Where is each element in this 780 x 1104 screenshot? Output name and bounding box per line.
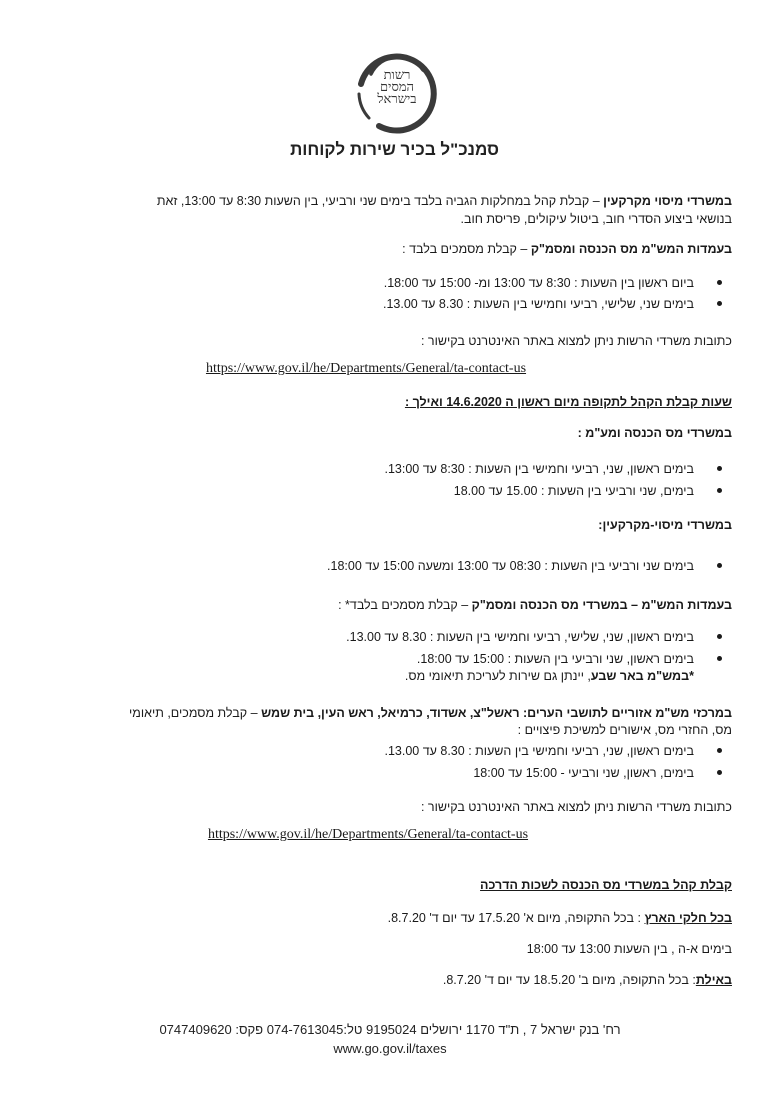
regional-heading [129, 704, 732, 722]
addresses-text-1: כתובות משרדי הרשות ניתן למצוא באתר האינטרנט בקישור : [420, 334, 732, 348]
regional-line2: מס, החזרי מס, אישורים למשיכת פיצויים : [517, 723, 732, 737]
stations-heading-1-rest: – קבלת מסמכים בלבד : [402, 242, 531, 256]
tax-authority-logo [349, 44, 445, 140]
beer-sheva-note [405, 667, 694, 685]
beer-sheva-note-bold: *במש"מ באר שבע [590, 669, 694, 683]
page-title: סמנכ"ל בכיר שירות לקוחות [290, 140, 499, 159]
stations-heading-1 [402, 240, 732, 258]
list-item: בימים ראשון, שני, רביעי וחמישי בין השעות : 8.30 עד 13.00. [384, 744, 694, 758]
contact-us-link-1[interactable]: https://www.gov.il/he/Departments/General/ta-contact-us [205, 361, 527, 376]
real-estate-lead-rest: – קבלת קהל במחלקות הגביה בלבד בימים שני ורביעי, בין השעות 8:30 עד 13:00, זאת [156, 194, 604, 208]
stations-heading-2-rest: – קבלת מסמכים בלבד* : [338, 598, 472, 612]
list-item: בימים שני, שלישי, רביעי וחמישי בין השעות : 8.30 עד 13.00. [382, 297, 694, 311]
list-item: בימים שני ורביעי בין השעות : 08:30 עד 13:00 ומשעה 15:00 עד 18:00. [327, 559, 694, 573]
training-hours: בימים א-ה , בין השעות 13:00 עד 18:00 [526, 942, 732, 956]
footer-website[interactable]: www.go.gov.il/taxes [333, 1041, 447, 1056]
regional-heading-bold: במרכזי מש"מ אזוריים לתושבי הערים: ראשל"צ, אשדוד, כרמיאל, ראש העין, בית שמש [261, 706, 732, 720]
contact-us-link-2[interactable]: https://www.gov.il/he/Departments/General/ta-contact-us [207, 827, 529, 842]
real-estate-collection-line2: בנושאי ביצוע הסדרי חוב, ביטול עיקולים, פריסת חוב. [460, 212, 732, 226]
stations-heading-2 [338, 596, 732, 614]
logo-text [349, 70, 445, 106]
list-item: בימים ראשון, שני, רביעי וחמישי בין השעות : 8:30 עד 13:00. [384, 462, 694, 476]
real-estate-collection-line [157, 192, 732, 210]
logo-line: המסים [379, 80, 415, 95]
eilat-line [443, 971, 732, 989]
list-item: בימים ראשון, שני, שלישי, רביעי וחמישי בין השעות : 8.30 עד 13.00. [346, 630, 694, 644]
nationwide-label: בכל חלקי הארץ [644, 911, 732, 925]
list-item: בימים, שני ורביעי בין השעות : 15.00 עד 18.00 [453, 484, 694, 498]
regional-heading-rest: – קבלת מסמכים, תיאומי [129, 706, 262, 720]
list-item: בימים ראשון, שני ורביעי בין השעות : 15:00 עד 18:00. [416, 652, 694, 666]
real-estate-lead: במשרדי מיסוי מקרקעין [603, 194, 732, 208]
stations-heading-1-bold: בעמדות המש"מ מס הכנסה ומסמ"ק [530, 242, 732, 256]
list-item: בימים, ראשון, שני ורביעי - 15:00 עד 18:00 [473, 766, 694, 780]
addresses-text-2: כתובות משרדי הרשות ניתן למצוא באתר האינטרנט בקישור : [420, 800, 732, 814]
real-estate-heading: במשרדי מיסוי-מקרקעין: [598, 518, 732, 532]
training-heading: קבלת קהל במשרדי מס הכנסה לשכות הדרכה [480, 878, 732, 892]
nationwide-line [388, 909, 732, 927]
income-tax-heading: במשרדי מס הכנסה ומע"מ : [577, 426, 732, 440]
stations-heading-2-bold: בעמדות המש"מ – במשרדי מס הכנסה ומסמ"ק [471, 598, 732, 612]
footer-address: רח' בנק ישראל 7 , ת"ד 1170 ירושלים 9195024 טל:074-7613045 פקס: 0747409620 [159, 1022, 621, 1037]
logo-line: רשות [383, 68, 411, 83]
list-item: ביום ראשון בין השעות : 8:30 עד 13:00 ומ- 15:00 עד 18:00. [383, 276, 694, 290]
eilat-rest: : בכל התקופה, מיום ב' 18.5.20 עד יום ד' 8.7.20. [442, 973, 696, 987]
period-heading: שעות קבלת הקהל לתקופה מיום ראשון ה 14.6.2020 ואילך : [404, 395, 732, 409]
nationwide-rest: : בכל התקופה, מיום א' 17.5.20 עד יום ד' 8.7.20. [387, 911, 645, 925]
beer-sheva-note-rest: , יינתן גם שירות לעריכת תיאומי מס. [404, 669, 591, 683]
eilat-label: באילת [695, 973, 732, 987]
logo-line: בישראל [377, 92, 417, 107]
